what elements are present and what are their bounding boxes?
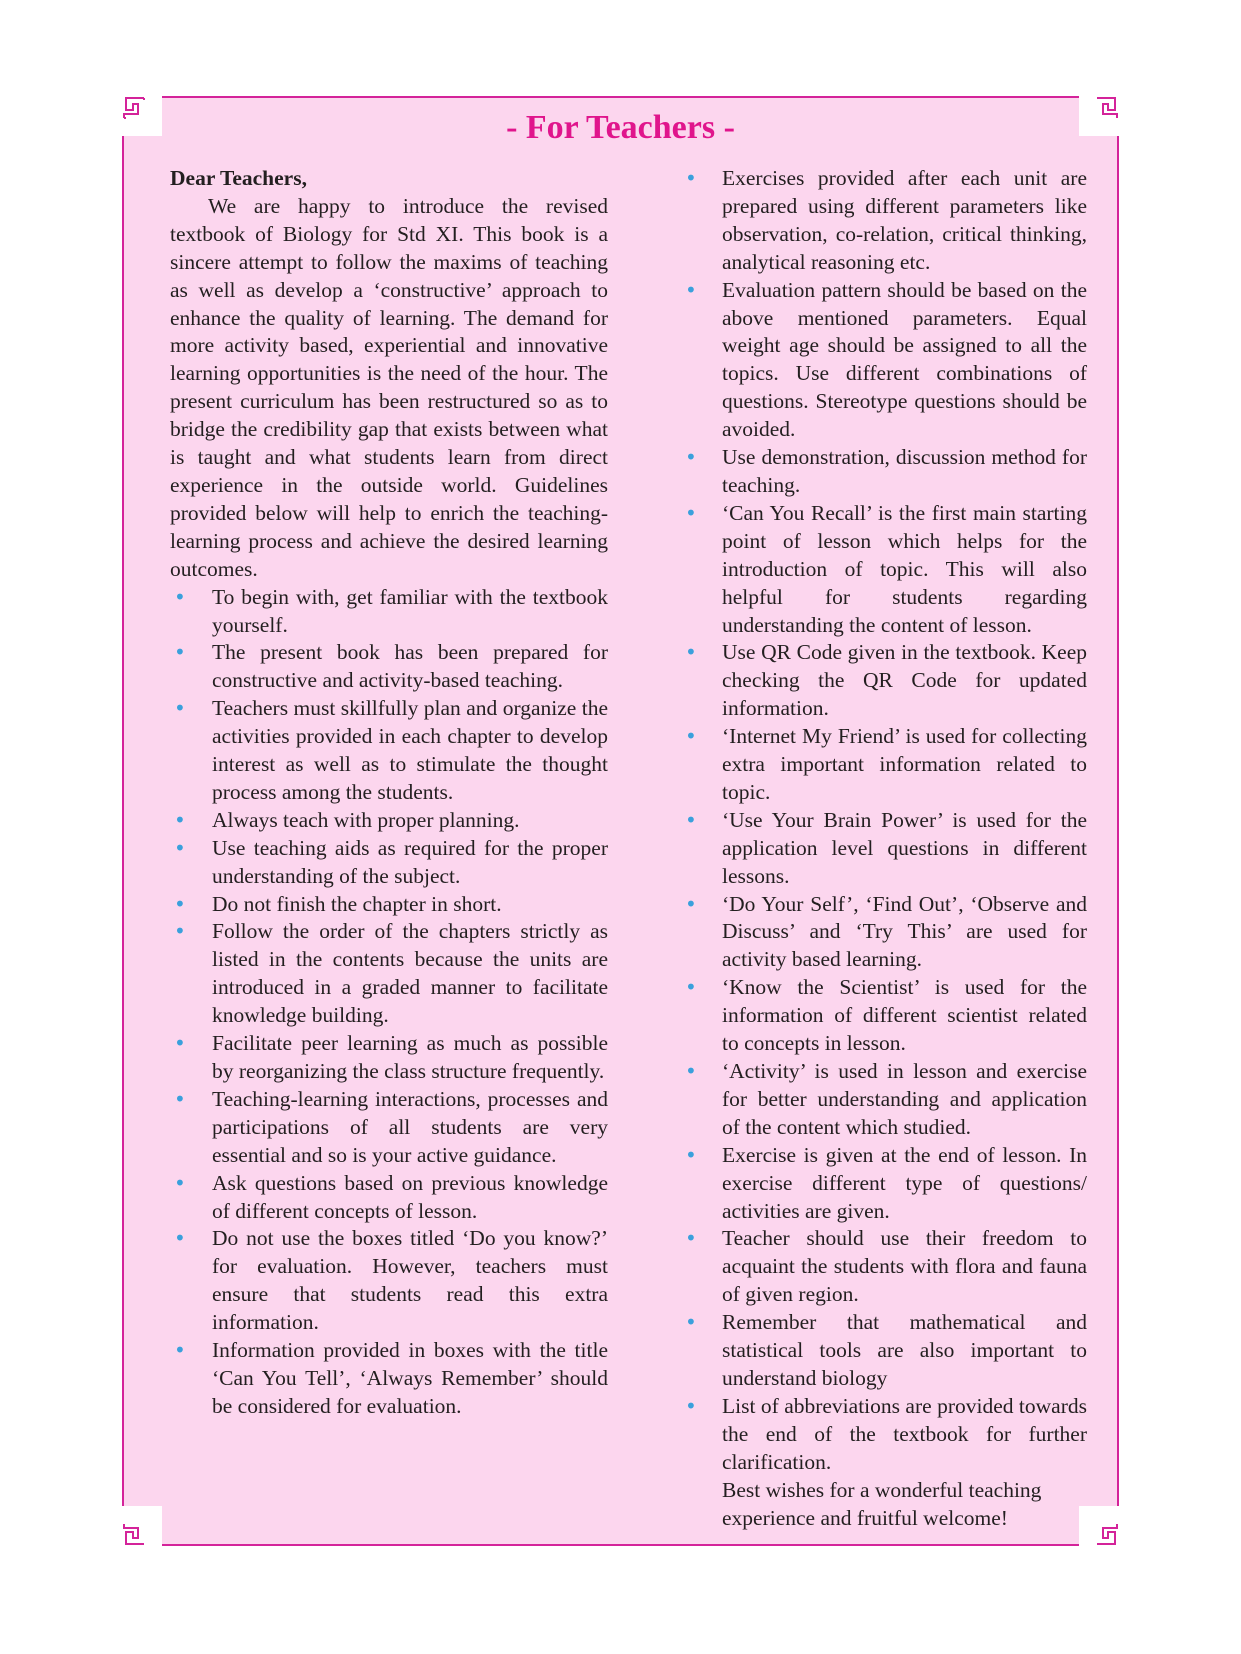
guidelines-list-left [170, 584, 608, 1421]
list-item: • Do not finish the chapter in short. [170, 891, 608, 919]
list-item: • Evaluation pattern should be based on the above mentioned parameters. Equal weight age should be assigned to all the topics. Use different combinations of questions. Stereotype questions should be avoided. [685, 277, 1087, 442]
bullet-icon: • [685, 724, 697, 749]
bullet-icon: • [685, 166, 697, 190]
list-item: • Use QR Code given in the textbook. Keep checking the QR Code for updated information. [685, 640, 1087, 721]
list-item: • List of abbreviations are provided towards the end of the textbook for further clarification. [685, 1393, 1087, 1474]
list-item: • ‘Use Your Brain Power’ is used for the application level questions in different lessons. [685, 807, 1087, 888]
bullet-icon: • [685, 1226, 697, 1251]
list-item: • Information provided in boxes with the title ‘Can You Tell’, ‘Always Remember’ should be considered for evaluation. [174, 1338, 608, 1418]
left-column [170, 165, 608, 1421]
bullet-icon: • [685, 445, 697, 470]
page-title: - For Teachers - [506, 109, 735, 146]
list-item: • ‘Internet My Friend’ is used for collecting extra important information related to topic. [685, 724, 1087, 804]
list-item: • To begin with, get familiar with the textbook yourself. [174, 584, 608, 637]
list-item: • ‘Do Your Self’, ‘Find Out’, ‘Observe and Discuss’ and ‘Try This’ are used for activity based learning. [685, 891, 1087, 972]
bullet-icon: • [685, 500, 697, 525]
list-item: • Use teaching aids as required for the proper understanding of the subject. [174, 835, 608, 888]
list-item: • Do not use the boxes titled ‘Do you know?’ for evaluation. However, teachers must ensure that students read this extra information. [174, 1226, 608, 1335]
list-item: • Follow the order of the chapters strictly as listed in the contents because the units are introduced in a graded manner to facilitate knowledge building. [174, 919, 608, 1028]
list-item: • Exercises provided after each unit are prepared using different parameters like observation, co-relation, critical thinking, analytical reasoning etc. [685, 166, 1087, 274]
bullet-icon: • [685, 891, 697, 916]
list-item: • Ask questions based on previous knowledge of different concepts of lesson. [174, 1170, 608, 1223]
bullet-icon: • [174, 835, 186, 860]
guidelines-list-right [683, 165, 1087, 1477]
bullet-icon: • [685, 1142, 697, 1167]
list-item: • Facilitate peer learning as much as possible by reorganizing the class structure frequently. [174, 1031, 608, 1083]
list-item: • ‘Activity’ is used in lesson and exercise for better understanding and application of the content which studied. [685, 1059, 1087, 1139]
bullet-icon: • [685, 1310, 697, 1335]
bullet-icon: • [174, 1031, 186, 1056]
intro-paragraph: We are happy to introduce the revised textbook of Biology for Std XI. This book is a sincere attempt to follow the maxims of teaching as well as develop a ‘constructive’ approach to enhance the quality of learning. The demand for more activity based, experiential and innovative learning opportunities is the need of the hour. The present curriculum has been restructured so as to bridge the credibility gap that exists between what is taught and what students learn from direct experience in the outside world. Guidelines provided below will help to enrich the teaching-learning process and achieve the desired learning outcomes. [170, 193, 608, 581]
teachers-note-panel [122, 96, 1119, 1546]
bullet-icon: • [685, 640, 697, 665]
list-item: • Remember that mathematical and statistical tools are also important to understand biology [685, 1310, 1087, 1390]
bullet-icon: • [174, 584, 186, 609]
list-item: • The present book has been prepared for constructive and activity-based teaching. [174, 640, 608, 693]
list-item: • Teachers must skillfully plan and organize the activities provided in each chapter to develop interest as well as to stimulate the thought process among the students. [174, 696, 608, 804]
list-item: • Exercise is given at the end of lesson. In exercise different type of questions/ activities are given. [685, 1142, 1087, 1223]
bullet-icon: • [685, 975, 697, 1000]
meander-corner-icon [120, 1506, 162, 1548]
bullet-icon: • [174, 1086, 186, 1111]
closing-wishes: Best wishes for a wonderful teaching experience and fruitful welcome! [722, 1477, 1042, 1530]
bullet-icon: • [174, 807, 186, 832]
bullet-icon: • [685, 1059, 697, 1083]
greeting: Dear Teachers, [170, 166, 307, 190]
list-item: • Teacher should use their freedom to acquaint the students with flora and fauna of given region. [685, 1226, 1087, 1307]
bullet-icon: • [685, 807, 697, 832]
bullet-icon: • [685, 277, 697, 302]
bullet-icon: • [174, 1226, 186, 1251]
bullet-icon: • [174, 919, 186, 944]
list-item: • Use demonstration, discussion method for teaching. [685, 445, 1087, 497]
bullet-icon: • [174, 640, 186, 665]
list-item: • Always teach with proper planning. [170, 807, 608, 835]
bullet-icon: • [174, 1170, 186, 1195]
list-item: • ‘Know the Scientist’ is used for the information of different scientist related to concepts in lesson. [685, 975, 1087, 1056]
list-item: • Teaching-learning interactions, processes and participations of all students are very essential and so is your active guidance. [174, 1086, 608, 1167]
right-column [683, 165, 1087, 1532]
bullet-icon: • [174, 891, 186, 916]
bullet-icon: • [174, 1338, 186, 1363]
bullet-icon: • [685, 1393, 697, 1418]
list-item: • ‘Can You Recall’ is the first main starting point of lesson which helps for the introduction of topic. This will also helpful for students regarding understanding the content of lesson. [685, 500, 1087, 637]
bullet-icon: • [174, 696, 186, 721]
